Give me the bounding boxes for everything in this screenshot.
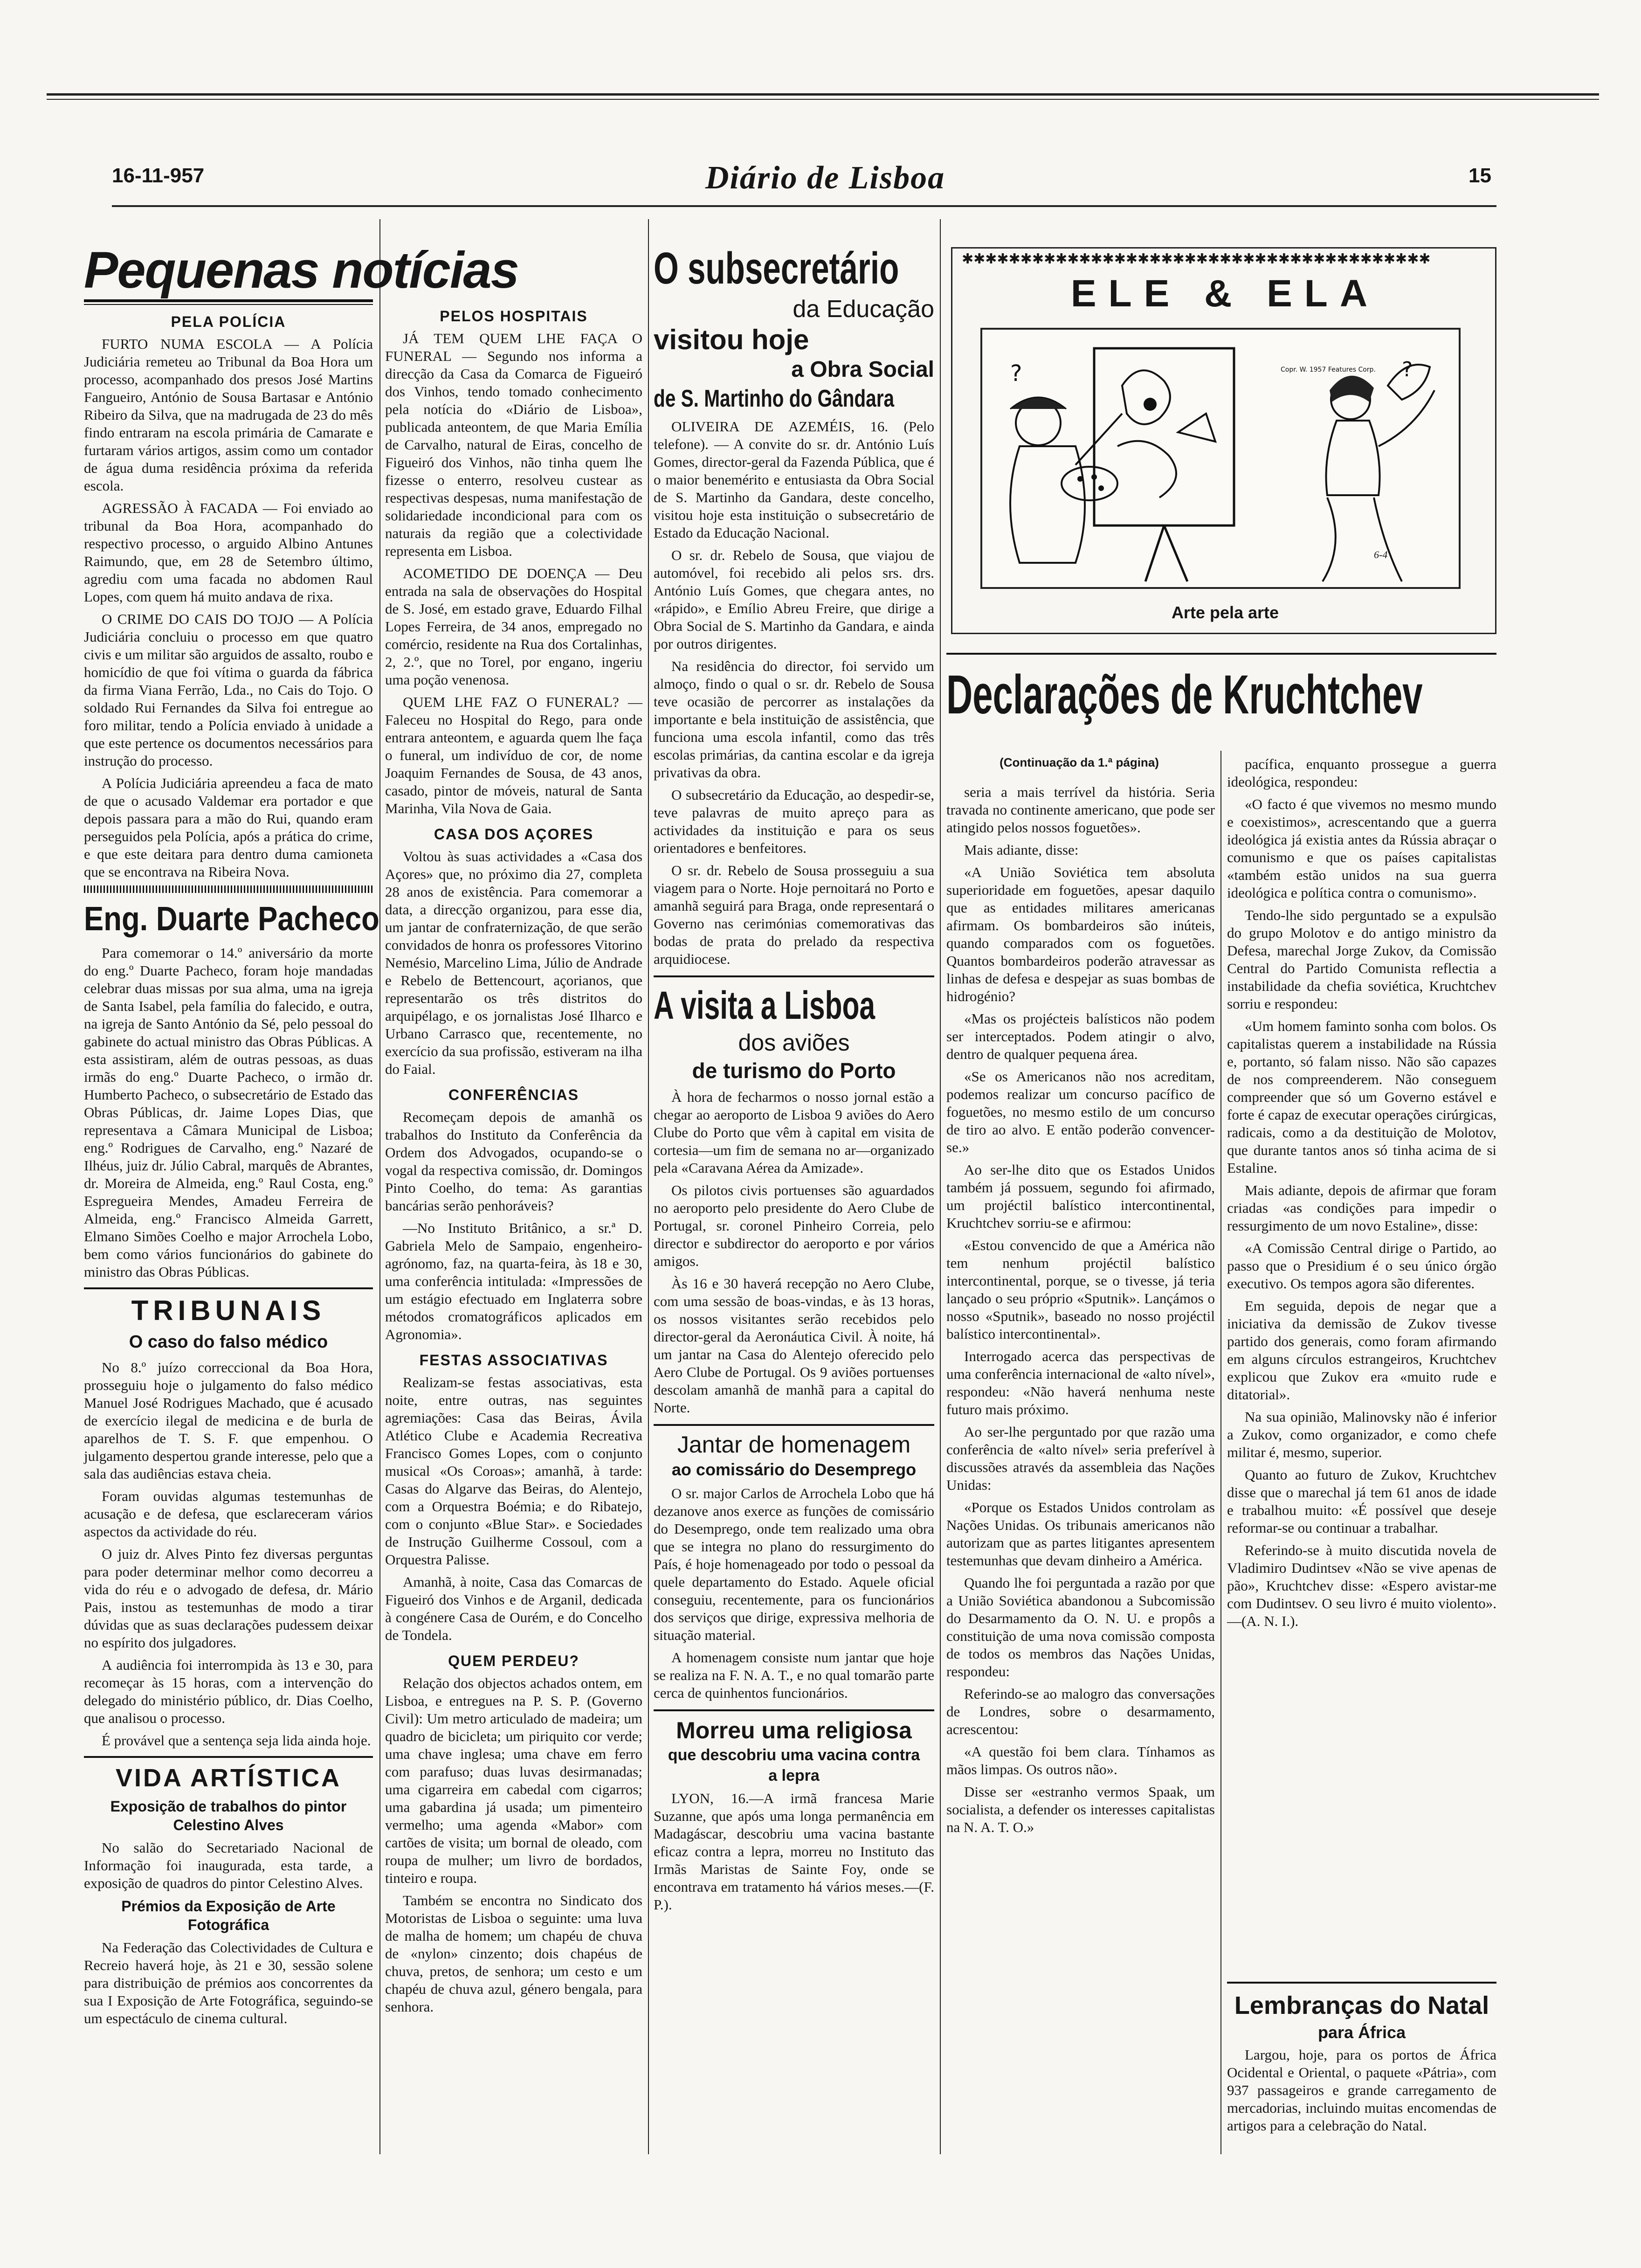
svg-text:?: ? xyxy=(1402,358,1413,381)
article-paragraph: seria a mais terrível da história. Seria travada no continente americano, que pode ser atingido pelos nossos foguetões». xyxy=(946,784,1215,836)
article-paragraph: O subsecretário da Educação, ao despedir-se, teve palavras de muito apreço para as actividades da instituição e para os seus orientadores e benfeitores. xyxy=(654,787,934,856)
section-divider xyxy=(84,885,373,893)
kruchtchev-right-column xyxy=(1227,755,1496,1977)
top-rule xyxy=(47,93,1599,96)
article-paragraph: A Polícia Judiciária apreendeu a faca de mato de que o acusado Valdemar era portador e que depois passara para a mão do Rui, quando eram perseguidos pela Polícia, após a prática do crime, e que este deitara para dentro duma camioneta que se encontrava na Ribeira Nova. xyxy=(84,775,373,880)
religiosa-headline: Morreu uma religiosa xyxy=(676,1717,912,1743)
article-paragraph: Às 16 e 30 haverá recepção no Aero Clube, com uma sessão de boas-vindas, e às 13 horas, os nossos visitantes serão recebidos pelo director-geral da Aeronáutica Civil. À noite, há um jantar na Casa do Alentejo oferecido pelo Aero Clube de Portugal. Os 9 aviões portuenses descolam amanhã de manhã para a capital do Norte. xyxy=(654,1275,934,1416)
kruchtchev-headline: Declarações de Kruchtchev xyxy=(946,664,1423,726)
article-paragraph: «A questão foi bem clara. Tínhamos as mãos limpas. Os outros não». xyxy=(946,1743,1215,1777)
pela-policia-heading: PELA POLÍCIA xyxy=(171,313,286,330)
column-2 xyxy=(385,308,642,2154)
jantar-headline: Jantar de homenagem xyxy=(677,1431,911,1458)
col-separator xyxy=(379,219,380,2154)
article-paragraph: ACOMETIDO DE DOENÇA — Deu entrada na sala de observações do Hospital de S. José, em estado grave, Eduardo Filhal Lopes Ferreira, de 34 anos, empregado no comércio, residente na Rua dos Cortalinhas, 2, 2.º, que no Torel, por engano, ingeriu uma poção venenosa. xyxy=(385,565,642,688)
article-paragraph: No salão do Secretariado Nacional de Informação foi inaugurada, esta tarde, a exposição de quadros do pintor Celestino Alves. xyxy=(84,1839,373,1891)
article-paragraph: O sr. dr. Rebelo de Sousa, que viajou de automóvel, foi recebido ali pelos srs. drs. António Luís Gomes, que chegara antes, no «rápido», e Emílio Abreu Freire, que dirige a Obra Social de S. Martinho da Gandara, e ainda por outros dirigentes. xyxy=(654,547,934,652)
subsecretario-headline-b: da Educação xyxy=(793,296,934,323)
pacheco-headline: Eng. Duarte Pacheco xyxy=(84,900,379,938)
article-paragraph: «Mas os projécteis balísticos não podem ser interceptados. Podem atingir o alvo, dentro de qualquer pequena área. xyxy=(946,1010,1215,1062)
article-paragraph: Amanhã, à noite, Casa das Comarcas de Figueiró dos Vinhos e de Arganil, dedicada à congénere Casa de Ourém, e do Concelho de Tondela. xyxy=(385,1574,642,1643)
headline-rule xyxy=(84,304,373,305)
article-paragraph: Relação dos objectos achados ontem, em Lisboa, e entregues na P. S. P. (Governo Civil): Um metro articulado de madeira; um quadro de bicicleta; um piriquito cor verde; uma chave inglesa; uma chave em ferro com parafuso; duas luvas desirmanadas; uma cigarreira em cabedal com cigarros; uma gabardina já usada; um pimenteiro vermelho; uma agenda «Mabor» com cartões de visita; um bornal de oleado, com roupa de mulher; um livro de bordados, tinteiro e roupa. xyxy=(385,1675,642,1886)
article-paragraph: Em seguida, depois de negar que a iniciativa da demissão de Zukov tivesse partido dos generais, como foram afirmando em alguns círculos estrangeiros, Kruchtchev explicou que Zukov era «muito rude e ditatorial». xyxy=(1227,1298,1496,1403)
kruchtchev-continuation: (Continuação da 1.ª página) xyxy=(1000,755,1159,769)
festas-heading: FESTAS ASSOCIATIVAS xyxy=(419,1352,608,1369)
masthead: Diário de Lisboa xyxy=(705,160,945,196)
religiosa-headline-b: que descobriu uma vacina contra a lepra xyxy=(668,1746,920,1784)
premios-subtitle: Prémios da Exposição de Arte Fotográfica xyxy=(121,1898,336,1933)
tribunais-title: TRIBUNAIS xyxy=(131,1295,326,1326)
article-paragraph: LYON, 16.—A irmã francesa Marie Suzanne, que após uma longa permanência em Madagáscar, descobriu uma vacina bastante eficaz contra a lepra, morreu no Instituto das Irmãs Maristas de Sainte Foy, onde se encontrava em tratamento há vários meses.—(F. P.). xyxy=(654,1790,934,1913)
section-rule xyxy=(84,1756,373,1758)
svg-text:Copr. W. 1957 Features Corp.: Copr. W. 1957 Features Corp. xyxy=(1281,366,1376,373)
article-paragraph: No 8.º juízo correccional da Boa Hora, prosseguiu hoje o julgamento do falso médico Manuel José Rodrigues Machado, que é acusado de exercício ilegal de medicina e de burla de aparelhos de T. S. F. que empenhou. O julgamento despertou grande interesse, pelo que a sala das audiências estava cheia. xyxy=(84,1359,373,1482)
article-paragraph: «Porque os Estados Unidos controlam as Nações Unidas. Os tribunais americanos não autorizam que as partes litigantes apresentem testemunhas que devam dinheiro a América. xyxy=(946,1499,1215,1569)
article-paragraph: Ao ser-lhe dito que os Estados Unidos também já possuem, segundo foi afirmado, um projéctil balístico intercontinental, Kruchtchev sorriu-se e afirmou: xyxy=(946,1162,1215,1231)
natal-headline: Lembranças do Natal xyxy=(1234,1991,1489,2019)
visita-headline-b: dos aviões xyxy=(738,1030,850,1056)
article-paragraph: Largou, hoje, para os portos de África Ocidental e Oriental, o paquete «Pátria», com 937 passageiros e grande carregamento de mercadorias, incluindo muitas encomendas de artigos para a celebração do Natal. xyxy=(1227,2047,1496,2134)
article-paragraph: Referindo-se ao malogro das conversações de Londres, sobre o desarmamento, acrescentou: xyxy=(946,1686,1215,1737)
subsecretario-headline: O subsecretário xyxy=(654,243,899,293)
pelos-hospitais-heading: PELOS HOSPITAIS xyxy=(440,308,588,325)
svg-text:?: ? xyxy=(1010,360,1022,387)
article-paragraph: QUEM LHE FAZ O FUNERAL? — Faleceu no Hospital do Rego, para onde entrara anteontem, e aguarda quem lhe faça o funeral, um indivíduo de cor, de nome Joaquim Fernandes de Sousa, de 43 anos, casado, pintor de móveis, natural de Santa Marinha, Vila Nova de Gaia. xyxy=(385,694,642,816)
star-border-top: ✱✱✱✱✱✱✱✱✱✱✱✱✱✱✱✱✱✱✱✱✱✱✱✱✱✱✱✱✱✱✱✱✱✱✱✱✱✱✱✱ xyxy=(962,251,1431,267)
article-paragraph: Os pilotos civis portuenses são aguardados no aeroporto pelo presidente do Aero Clube de Portugal, sr. coronel Pinheiro Correia, pelo director e subdirector do aeroporto e por vários amigos. xyxy=(654,1182,934,1269)
article-paragraph: Mais adiante, depois de afirmar que foram criadas «as condições para impedir o ressurgimento de um novo Estaline», disse: xyxy=(1227,1182,1496,1234)
article-paragraph: Voltou às suas actividades a «Casa dos Açores» que, no próximo dia 27, completa 28 anos de existência. Para comemorar a data, a direcção organizou, para esse dia, um jantar de confraternização, de que serão convidados de honra os professores Vitorino Nemésio, Marcelino Lima, Júlio de Andrade e Rebelo de Bettencourt, açorianos, que representarão os três distritos do arquipélago, e os jornalistas José Ilharco e Urbano Carrasco que, recentemente, no exercício da sua profissão, estiveram na ilha do Faial. xyxy=(385,848,642,1077)
headline-rule xyxy=(84,299,373,302)
subsecretario-headline-e: de S. Martinho do Gândara xyxy=(654,385,895,412)
article-paragraph: FURTO NUMA ESCOLA — A Polícia Judiciária remeteu ao Tribunal da Boa Hora um processo, acompanhado dos presos José Martins Fangueiro, António de Sousa Bartasar e António Ribeiro da Silva, que na madrugada de 23 do mês findo entraram na escola primária de Camarate e furtaram vários artigos, assim como um contador de água duma residência próxima da referida escola. xyxy=(84,336,373,494)
natal-subtitle: para África xyxy=(1317,2023,1406,2042)
article-paragraph: «A União Soviética tem absoluta superioridade em foguetões, apesar daquilo que as entidades militares americanas afirmam. Os bombardeiros são inúteis, quando comparados com os foguetões. Quantos bombardeiros poderão atravessar as linhas de defesa e despejar as suas bombas de hidrogénio? xyxy=(946,864,1215,1004)
cartoon-caption: Arte pela arte xyxy=(1171,603,1279,622)
subsecretario-headline-c: visitou hoje xyxy=(654,324,809,355)
article-paragraph: Na residência do director, foi servido um almoço, findo o qual o sr. dr. Rebelo de Sousa teve ocasião de percorrer as instalações da importante e bela instituição de assistência, que funciona uma escola infantil, como das três escolas primárias, da cantina escolar e da igreja privativas da obra. xyxy=(654,658,934,781)
article-paragraph: Também se encontra no Sindicato dos Motoristas de Lisboa o seguinte: uma luva de malha de homem; um chapéu de chuva de «nylon» cinzento; dois chapéus de chuva, pretos, de senhora; um cesto e um chapéu de chuva azul, género bengala, para senhora. xyxy=(385,1892,642,2015)
visita-headline-c: de turismo do Porto xyxy=(692,1058,896,1083)
article-paragraph: Disse ser «estranho vermos Spaak, um socialista, a defender os interesses capitalistas na N. A. T. O.» xyxy=(946,1784,1215,1835)
kruchtchev-headline-rule xyxy=(946,653,1496,655)
masthead-rule xyxy=(112,205,1496,207)
page-number: 15 xyxy=(1469,164,1491,187)
article-paragraph: À hora de fecharmos o nosso jornal estão a chegar ao aeroporto de Lisboa 9 aviões do Aero Clube do Porto que vêm à capital em visita de cortesia—um fim de semana no ar—organizado pela «Caravana Aérea da Amizade». xyxy=(654,1089,934,1176)
article-paragraph: É provável que a sentença seja lida ainda hoje. xyxy=(102,1732,371,1749)
article-paragraph: Quanto ao futuro de Zukov, Kruchtchev disse que o marechal já tem 61 anos de idade e trabalhou muito: «É possível que deseje reformar-se ou continuar a trabalhar. xyxy=(1227,1466,1496,1536)
article-paragraph: Interrogado acerca das perspectivas de uma conferência internacional de «alto nível», respondeu: «Não haverá nenhuma neste futuro mais próximo. xyxy=(946,1348,1215,1418)
col-separator xyxy=(1220,751,1221,2154)
kruchtchev-left-column xyxy=(946,783,1215,2154)
article-paragraph: «Se os Americanos não nos acreditam, podemos realizar um concurso pacífico de foguetões, no mesmo estilo de um concurso de tiro ao alvo. E então poderão convencer-se.» xyxy=(946,1068,1215,1155)
subsecretario-headline-d: a Obra Social xyxy=(791,357,934,382)
article-paragraph: A audiência foi interrompida às 13 e 30, para recomeçar às 15 horas, com a intervenção do delegado do ministério público, dr. Dias Coelho, que analisou o processo. xyxy=(84,1657,373,1726)
ele-ela-box xyxy=(951,247,1496,634)
natal-box xyxy=(1227,1982,1496,2156)
cartoon-panel xyxy=(980,328,1461,589)
article-paragraph: O sr. major Carlos de Arrochela Lobo que há dezanove anos exerce as funções de comissário do Desemprego, onde tem realizado uma obra que se integra no plano do ressurgimento do País, é hoje homenageado por todo o pessoal da quele departamento do Estado. Aquele oficial conseguiu, recentemente, para os funcionários dos serviços que dirige, expressiva melhoria de situação material. xyxy=(654,1485,934,1643)
tribunais-subtitle: O caso do falso médico xyxy=(129,1332,328,1352)
section-rule xyxy=(654,975,934,977)
quem-perdeu-heading: QUEM PERDEU? xyxy=(448,1653,579,1669)
article-paragraph: pacífica, enquanto prossegue a guerra ideológica, respondeu: xyxy=(1227,756,1496,790)
article-paragraph: «A Comissão Central dirige o Partido, ao passo que o Presidium é o seu único órgão executivo. Os tempos agora são diferentes. xyxy=(1227,1240,1496,1292)
col-separator xyxy=(940,219,941,2154)
col-separator xyxy=(648,219,649,2154)
section-rule xyxy=(654,1424,934,1426)
article-paragraph: O CRIME DO CAIS DO TOJO — A Polícia Judiciária concluiu o processo em que quatro civis e um militar são arguidos de assalto, roubo e homicídio de que foi vítima o guarda da fábrica da firma Viana Ferrão, Lda., no Cais do Tojo. O soldado Rui Fernandes da Silva foi entregue ao foro militar, tendo a Polícia enviado à unidade a que este pertence os documentos necessários para instrução do processo. xyxy=(84,611,373,769)
article-paragraph: AGRESSÃO À FACADA — Foi enviado ao tribunal da Boa Hora, acompanhado do respectivo processo, o arguido Albino Antunes Raimundo, que, em 28 de Setembro último, agrediu com uma facada no abdomen Raul Lopes, com quem há muito andava de rixa. xyxy=(84,500,373,605)
article-paragraph: OLIVEIRA DE AZEMÉIS, 16. (Pelo telefone). — A convite do sr. dr. António Luís Gomes, director-geral da Fazenda Pública, que é o maior benemérito e entusiasta da Obra Social de S. Martinho da Gandara, deste concelho, visitou hoje esta instituição o subsecretário de Estado da Educação Nacional. xyxy=(654,418,934,541)
article-paragraph: «Estou convencido de que a América não tem nenhum projéctil balístico intercontinental, porque, se o tivesse, já teria lançado o seu próprio «Sputnik». Lançámos o nosso «Sputnik», baseado no nosso projéctil balístico intercontinental». xyxy=(946,1237,1215,1342)
article-paragraph: Ao ser-lhe perguntado por que razão uma conferência de «alto nível» seria preferível à discussões através da assembleia das Nações Unidas: xyxy=(946,1424,1215,1493)
article-paragraph: Quando lhe foi perguntada a razão por que a União Soviética abandonou a Subcomissão do Desarmamento da O. N. U. e propôs a constituição de uma nova comissão composta de todos os membros das Nações Unidas, respondeu: xyxy=(946,1575,1215,1680)
pequenas-noticias-headline: Pequenas notícias xyxy=(84,242,518,299)
article-paragraph: Para comemorar o 14.º aniversário da morte do eng.º Duarte Pacheco, foram hoje mandadas celebrar duas missas por sua alma, uma na igreja de Santa Isabel, pela família do falecido, e outra, na igreja de Santo António da Sé, pelo pessoal do gabinete do actual ministro das Obras Públicas. A esta assistiram, além de outras pessoas, as duas irmãs do eng.º Duarte Pacheco, o irmão dr. Humberto Pacheco, o subsecretário de Estado das Obras Públicas, dr. Jaime Lopes Dias, que representava a Câmara Municipal de Lisboa; eng.º Rodrigues de Carvalho, eng.º Nazaré de Ilhéus, juiz dr. Júlio Cabral, marquês de Abrantes, dr. Moreira de Almeida, eng.º Raul Costa, eng.º Espregueira Mendes, Amadeu Ferreira de Almeida, eng.º Francisco Almeida Garrett, Elmano Simões Coelho e major Arrochela Lobo, bem como vários funcionários do gabinete do ministro das Obras Públicas. xyxy=(84,945,373,1280)
article-paragraph: Mais adiante, disse: xyxy=(964,842,1079,858)
article-paragraph: O juiz dr. Alves Pinto fez diversas perguntas para poder determinar melhor como decorreu a vida do réu e o advogado de defesa, dr. Mário Pais, instou as testemunhas de modo a tirar dúvidas que as suas declarações pudessem deixar no espírito dos julgadores. xyxy=(84,1546,373,1651)
article-paragraph: Tendo-lhe sido perguntado se a expulsão do grupo Molotov e do antigo ministro da Defesa, marechal Jorge Zukov, da Comissão Central do Partido Comunista reflectia a instabilidade da chefia soviética, Kruchtchev sorriu e respondeu: xyxy=(1227,907,1496,1012)
visita-headline: A visita a Lisboa xyxy=(654,983,876,1027)
article-paragraph: —No Instituto Britânico, a sr.ª D. Gabriela Melo de Sampaio, engenheiro-agrónomo, faz, na quarta-feira, às 18 e 30, uma conferência intitulada: «Impressões de um estágio efectuado em Inglaterra sobre métodos cromatográficos aplicados em Agronomia». xyxy=(385,1220,642,1342)
column-3 xyxy=(654,242,934,2154)
article-paragraph: Realizam-se festas associativas, esta noite, entre outras, nas seguintes agremiações: Casa das Beiras, Ávila Atlético Clube e Academia Recreativa Francisco Gomes Lopes, com o conjunto musical «Os Coroas»; amanhã, à tarde: Casas do Algarve das Beiras, do Alentejo, com a Orquestra Boémia; e do Ribatejo, com o conjunto «Blue Star». e Sociedades de Instrução Guilherme Cossoul, com a Orquestra Palisse. xyxy=(385,1374,642,1568)
section-rule xyxy=(654,1709,934,1711)
article-paragraph: O sr. dr. Rebelo de Sousa prosseguiu a sua viagem para o Norte. Hoje pernoitará no Porto e amanhã seguirá para Braga, onde representará o Governo nas cerimónias comemorativas das bodas de prata do prelado da respectiva arquidiocese. xyxy=(654,862,934,967)
conferencias-heading: CONFERÊNCIAS xyxy=(448,1086,579,1103)
jantar-headline-b: ao comissário do Desemprego xyxy=(671,1460,917,1479)
cartoon-tag: 6-4 xyxy=(1374,549,1388,560)
casa-acores-heading: CASA DOS AÇORES xyxy=(434,826,594,843)
ele-ela-title: ELE & ELA xyxy=(1070,272,1380,315)
vida-artistica-title: VIDA ARTÍSTICA xyxy=(116,1764,341,1792)
article-paragraph: «O facto é que vivemos no mesmo mundo e coexistimos», acrescentando que a guerra ideológica já existia antes da Rússia abraçar o comunismo e que os países capitalistas «também estão unidos na sua guerra ideológica e política contra o comunismo». xyxy=(1227,796,1496,901)
article-paragraph: A homenagem consiste num jantar que hoje se realiza na F. N. A. T., e no qual tomarão parte cerca de quinhentos funcionários. xyxy=(654,1649,934,1701)
vida-artistica-subtitle: Exposição de trabalhos do pintor Celestino Alves xyxy=(110,1798,347,1833)
article-paragraph: Referindo-se à muito discutida novela de Vladimiro Dudintsev «Não se vive apenas de pão», Kruchtchev disse: «Espero avistar-me com Dudintsev. O seu livro é muito violento».—(A. N. I.). xyxy=(1227,1542,1496,1629)
header-date: 16-11-957 xyxy=(112,164,205,187)
article-paragraph: Na sua opinião, Malinovsky não é inferior a Zukov, como organizador, e como chefe militar é, mesmo, superior. xyxy=(1227,1409,1496,1460)
article-paragraph: «Um homem faminto sonha com bolos. Os capitalistas querem a instabilidade na Rússia e, portanto, só falam nisso. Não são capazes de nos compreenderem. Não conseguem compreender que só um Governo estável e forte é capaz de executar operações cirúrgicas, radicais, como a da destituição de Molotov, que durante tantos anos só tinha acima de si Estaline. xyxy=(1227,1018,1496,1176)
article-paragraph: Recomeçam depois de amanhã os trabalhos do Instituto da Conferência da Ordem dos Advogados, ocupando-se o vogal da respectiva comissão, dr. Domingos Pinto Coelho, do tema: As garantias bancárias serão penhoráveis? xyxy=(385,1109,642,1214)
top-rule-thin xyxy=(47,99,1599,100)
section-rule xyxy=(84,1287,373,1289)
article-paragraph: JÁ TEM QUEM LHE FAÇA O FUNERAL — Segundo nos informa a direcção da Casa da Comarca de Figueiró dos Vinhos, tendo tomado conhecimento pela notícia do «Diário de Lisboa», publicada anteontem, de que Maria Emília de Carvalho, natural de Eiras, concelho de Figueiró dos Vinhos, não tinha quem lhe fizesse o enterro, resolveu custear as respectivas despesas, numa manifestação de solidariedade incondicional para com os naturais da região que a colectividade representa em Lisboa. xyxy=(385,330,642,559)
article-paragraph: Foram ouvidas algumas testemunhas de acusação e de defesa, que esclareceram vários aspectos da actividade do réu. xyxy=(84,1488,373,1540)
article-paragraph: Na Federação das Colectividades de Cultura e Recreio haverá hoje, às 21 e 30, sessão solene para distribuição de prémios aos concorrentes da sua I Exposição de Arte Fotográfica, seguindo-se um espectáculo de cinema cultural. xyxy=(84,1939,373,2026)
